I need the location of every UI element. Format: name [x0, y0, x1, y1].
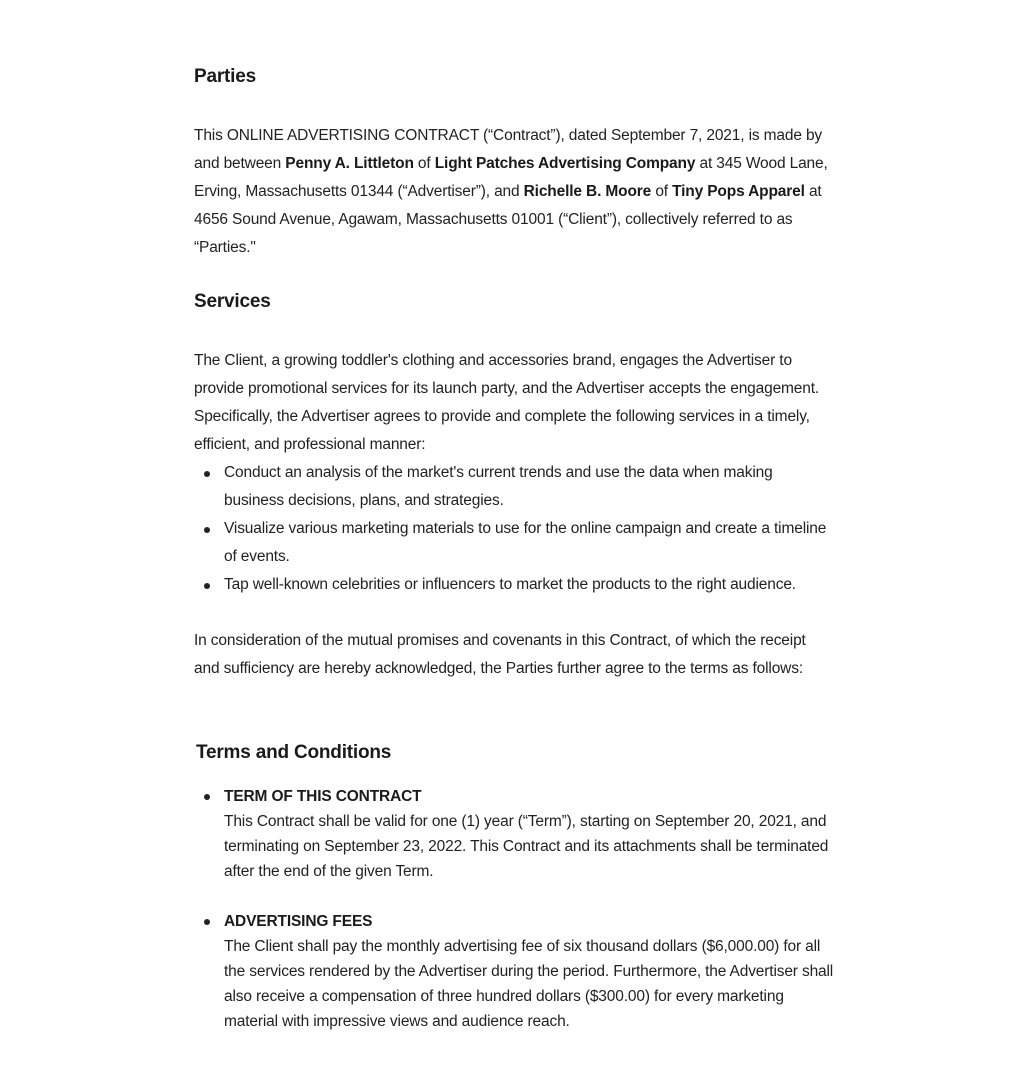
- service-item-text: Tap well-known celebrities or influencers to market the products to the right audience.: [224, 576, 796, 593]
- bullet-icon: [204, 583, 210, 589]
- parties-text: of: [651, 183, 673, 200]
- list-item: [194, 515, 834, 571]
- term-title: TERM OF THIS CONTRACT: [224, 788, 422, 805]
- bullet-icon: [204, 471, 210, 477]
- term-title: ADVERTISING FEES: [224, 913, 373, 930]
- services-list: [194, 459, 834, 599]
- consideration-paragraph: In consideration of the mutual promises and covenants in this Contract, of which the receipt and sufficiency are hereby acknowledged, the Parties further agree to the terms as follows:: [194, 632, 806, 677]
- list-item: [194, 459, 834, 515]
- parties-text: of: [413, 155, 435, 172]
- services-paragraph: The Client, a growing toddler's clothing and accessories brand, engages the Advertiser to provide promotional services for its launch party, and the Advertiser accepts the engagement. Specifically, the Advertiser agrees to provide and complete the following services in a timely, efficient, and professional manner:: [194, 352, 820, 453]
- service-item-text: Conduct an analysis of the market's current trends and use the data when making business decisions, plans, and strategies.: [224, 464, 773, 509]
- section-heading-terms: Terms and Conditions: [196, 742, 392, 763]
- bullet-icon: [204, 919, 210, 925]
- parties-paragraph: [194, 122, 834, 262]
- terms-list: [194, 784, 834, 1059]
- parties-text: at 4656 Sound Avenue, Agawam, Massachusetts 01001 (“Client”), collectively referred to as “Parties.": [194, 183, 822, 256]
- list-item: [194, 784, 834, 884]
- service-item-text: Visualize various marketing materials to use for the online campaign and create a timeline of events.: [224, 520, 827, 565]
- term-body: This Contract shall be valid for one (1) year (“Term”), starting on September 20, 2021, and terminating on September 23, 2022. This Contract and its attachments shall be terminated after the end of the given Term.: [224, 813, 829, 880]
- parties-text: at 345 Wood Lane, Erving, Massachusetts 01344 (“Advertiser”), and: [194, 155, 828, 200]
- list-item: [194, 909, 834, 1034]
- bullet-icon: [204, 794, 210, 800]
- advertiser-name: Penny A. Littleton: [285, 155, 414, 172]
- client-name: Richelle B. Moore: [523, 183, 652, 200]
- section-heading-services: Services: [194, 291, 271, 312]
- parties-text: This ONLINE ADVERTISING CONTRACT (“Contract”), dated September 7, 2021, is made by and between: [194, 127, 823, 172]
- bullet-icon: [204, 527, 210, 533]
- advertiser-company: Light Patches Advertising Company: [434, 155, 696, 172]
- client-company: Tiny Pops Apparel: [672, 183, 805, 200]
- section-heading-parties: Parties: [194, 66, 256, 87]
- term-body: The Client shall pay the monthly advertising fee of six thousand dollars ($6,000.00) for all the services rendered by the Advertiser during the period. Furthermore, the Advertiser shall also receive a compensation of three hundred dollars ($300.00) for every marketing material with impressive views and audience reach.: [224, 938, 834, 1030]
- list-item: [194, 571, 834, 599]
